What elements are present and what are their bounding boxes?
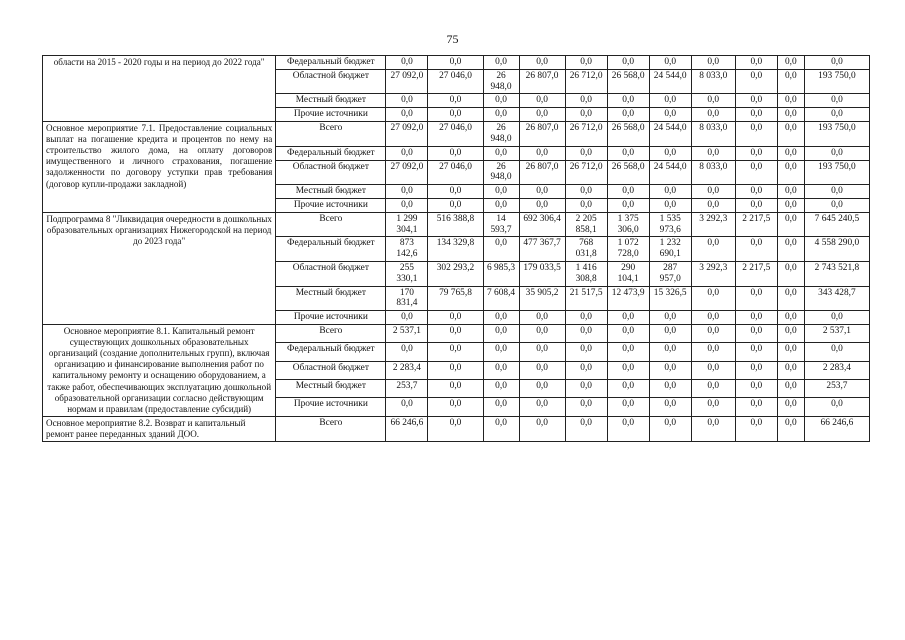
funding-source: Областной бюджет — [276, 69, 386, 94]
amount-value: 0,0 — [428, 343, 483, 361]
amount-value: 0,0 — [607, 185, 649, 199]
amount-value: 0,0 — [777, 56, 804, 70]
amount-value: 7 608,4 — [483, 286, 519, 311]
amount-value: 1 535 973,6 — [649, 212, 691, 237]
amount-value: 27 046,0 — [428, 160, 483, 185]
amount-value: 0,0 — [691, 237, 735, 262]
amount-value: 2 283,4 — [386, 361, 428, 379]
amount-value: 35 905,2 — [519, 286, 565, 311]
total-value: 2 283,4 — [804, 361, 869, 379]
funding-source: Всего — [276, 122, 386, 147]
amount-value: 0,0 — [519, 146, 565, 160]
amount-value: 0,0 — [565, 398, 607, 416]
amount-value: 0,0 — [735, 94, 777, 108]
total-value: 66 246,6 — [804, 416, 869, 441]
funding-source: Федеральный бюджет — [276, 56, 386, 70]
amount-value: 0,0 — [519, 325, 565, 343]
amount-value: 27 092,0 — [386, 69, 428, 94]
total-value: 343 428,7 — [804, 286, 869, 311]
amount-value: 1 416 308,8 — [565, 262, 607, 287]
amount-value: 1 072 728,0 — [607, 237, 649, 262]
amount-value: 0,0 — [607, 380, 649, 398]
amount-value: 0,0 — [777, 311, 804, 325]
amount-value: 0,0 — [607, 146, 649, 160]
amount-value: 0,0 — [607, 343, 649, 361]
amount-value: 0,0 — [777, 122, 804, 147]
amount-value: 0,0 — [565, 108, 607, 122]
total-value: 0,0 — [804, 146, 869, 160]
amount-value: 0,0 — [483, 185, 519, 199]
amount-value: 768 031,8 — [565, 237, 607, 262]
amount-value: 0,0 — [777, 237, 804, 262]
amount-value: 0,0 — [735, 325, 777, 343]
budget-table — [42, 55, 870, 442]
amount-value: 2 217,5 — [735, 212, 777, 237]
amount-value: 0,0 — [483, 311, 519, 325]
amount-value: 0,0 — [428, 185, 483, 199]
amount-value: 0,0 — [428, 361, 483, 379]
amount-value: 0,0 — [735, 343, 777, 361]
page-number: 75 — [446, 32, 459, 46]
funding-source: Местный бюджет — [276, 286, 386, 311]
total-value: 0,0 — [804, 343, 869, 361]
amount-value: 0,0 — [649, 94, 691, 108]
funding-source: Всего — [276, 212, 386, 237]
amount-value: 26 712,0 — [565, 160, 607, 185]
amount-value: 0,0 — [428, 198, 483, 212]
amount-value: 0,0 — [565, 361, 607, 379]
amount-value: 0,0 — [565, 56, 607, 70]
total-value: 2 537,1 — [804, 325, 869, 343]
amount-value: 0,0 — [691, 94, 735, 108]
amount-value: 1 232 690,1 — [649, 237, 691, 262]
amount-value: 0,0 — [735, 416, 777, 441]
funding-source: Всего — [276, 325, 386, 343]
amount-value: 0,0 — [483, 56, 519, 70]
amount-value: 26 712,0 — [565, 69, 607, 94]
amount-value: 0,0 — [483, 198, 519, 212]
amount-value: 0,0 — [483, 343, 519, 361]
table-body — [43, 56, 870, 442]
amount-value: 0,0 — [691, 325, 735, 343]
amount-value: 27 046,0 — [428, 69, 483, 94]
amount-value: 0,0 — [483, 325, 519, 343]
amount-value: 0,0 — [386, 94, 428, 108]
funding-source: Местный бюджет — [276, 94, 386, 108]
funding-source: Всего — [276, 416, 386, 441]
amount-value: 0,0 — [519, 108, 565, 122]
amount-value: 0,0 — [607, 311, 649, 325]
amount-value: 0,0 — [649, 380, 691, 398]
funding-source: Прочие источники — [276, 198, 386, 212]
amount-value: 0,0 — [386, 185, 428, 199]
amount-value: 0,0 — [735, 108, 777, 122]
amount-value: 287 957,0 — [649, 262, 691, 287]
total-value: 0,0 — [804, 185, 869, 199]
funding-source: Областной бюджет — [276, 160, 386, 185]
amount-value: 0,0 — [483, 237, 519, 262]
amount-value: 0,0 — [519, 185, 565, 199]
amount-value: 0,0 — [735, 146, 777, 160]
amount-value: 0,0 — [519, 94, 565, 108]
amount-value: 0,0 — [386, 398, 428, 416]
amount-value: 0,0 — [386, 108, 428, 122]
amount-value: 0,0 — [777, 94, 804, 108]
amount-value: 0,0 — [428, 398, 483, 416]
amount-value: 0,0 — [565, 185, 607, 199]
amount-value: 0,0 — [519, 343, 565, 361]
amount-value: 24 544,0 — [649, 160, 691, 185]
amount-value: 0,0 — [777, 361, 804, 379]
amount-value: 26 568,0 — [607, 122, 649, 147]
funding-source: Местный бюджет — [276, 185, 386, 199]
amount-value: 0,0 — [386, 343, 428, 361]
amount-value: 0,0 — [777, 108, 804, 122]
amount-value: 0,0 — [565, 146, 607, 160]
amount-value: 0,0 — [649, 325, 691, 343]
amount-value: 0,0 — [735, 311, 777, 325]
funding-source: Федеральный бюджет — [276, 343, 386, 361]
amount-value: 134 329,8 — [428, 237, 483, 262]
amount-value: 26 807,0 — [519, 122, 565, 147]
amount-value: 0,0 — [735, 398, 777, 416]
program-description: Основное мероприятие 8.1. Капитальный ремонт существующих дошкольных образовательных организаций (создание дополнительных групп), включая организацию и финансирование выполнения работ по капитальному ремонту и оснащению оборудованием, а также работ, обеспечивающих эксплуатацию дошкольной образовательной организации согласно действующим нормам и правилам (предоставление субсидий) — [43, 325, 276, 417]
amount-value: 692 306,4 — [519, 212, 565, 237]
amount-value: 0,0 — [607, 56, 649, 70]
amount-value: 0,0 — [565, 311, 607, 325]
amount-value: 0,0 — [735, 185, 777, 199]
amount-value: 0,0 — [607, 108, 649, 122]
amount-value: 8 033,0 — [691, 122, 735, 147]
amount-value: 0,0 — [777, 262, 804, 287]
amount-value: 21 517,5 — [565, 286, 607, 311]
amount-value: 0,0 — [691, 343, 735, 361]
amount-value: 0,0 — [777, 398, 804, 416]
amount-value: 79 765,8 — [428, 286, 483, 311]
amount-value: 0,0 — [777, 380, 804, 398]
amount-value: 0,0 — [691, 380, 735, 398]
amount-value: 0,0 — [735, 56, 777, 70]
total-value: 2 743 521,8 — [804, 262, 869, 287]
total-value: 0,0 — [804, 398, 869, 416]
funding-source: Областной бюджет — [276, 361, 386, 379]
table-row — [43, 122, 870, 147]
amount-value: 0,0 — [777, 69, 804, 94]
table-row — [43, 56, 870, 70]
amount-value: 0,0 — [565, 198, 607, 212]
amount-value: 0,0 — [483, 94, 519, 108]
amount-value: 26 568,0 — [607, 160, 649, 185]
amount-value: 0,0 — [519, 198, 565, 212]
total-value: 0,0 — [804, 108, 869, 122]
amount-value: 0,0 — [565, 343, 607, 361]
amount-value: 0,0 — [691, 398, 735, 416]
amount-value: 0,0 — [649, 398, 691, 416]
amount-value: 253,7 — [386, 380, 428, 398]
amount-value: 0,0 — [777, 325, 804, 343]
total-value: 0,0 — [804, 94, 869, 108]
amount-value: 0,0 — [777, 198, 804, 212]
amount-value: 0,0 — [483, 146, 519, 160]
program-description: Основное мероприятие 8.2. Возврат и капитальный ремонт ранее переданных зданий ДОО. — [43, 416, 276, 441]
amount-value: 0,0 — [777, 286, 804, 311]
amount-value: 0,0 — [428, 56, 483, 70]
amount-value: 873 142,6 — [386, 237, 428, 262]
amount-value: 477 367,7 — [519, 237, 565, 262]
amount-value: 26 948,0 — [483, 160, 519, 185]
amount-value: 0,0 — [607, 198, 649, 212]
amount-value: 0,0 — [386, 146, 428, 160]
amount-value: 0,0 — [649, 198, 691, 212]
funding-source: Прочие источники — [276, 398, 386, 416]
amount-value: 26 712,0 — [565, 122, 607, 147]
amount-value: 27 046,0 — [428, 122, 483, 147]
amount-value: 516 388,8 — [428, 212, 483, 237]
amount-value: 0,0 — [607, 416, 649, 441]
amount-value: 0,0 — [519, 361, 565, 379]
funding-source: Местный бюджет — [276, 380, 386, 398]
amount-value: 0,0 — [483, 380, 519, 398]
program-description: Подпрограмма 8 "Ликвидация очередности в дошкольных образовательных организациях Нижегородской на период до 2023 года" — [43, 212, 276, 324]
amount-value: 0,0 — [777, 146, 804, 160]
amount-value: 0,0 — [735, 160, 777, 185]
amount-value: 0,0 — [649, 146, 691, 160]
amount-value: 0,0 — [519, 398, 565, 416]
total-value: 193 750,0 — [804, 69, 869, 94]
funding-source: Федеральный бюджет — [276, 237, 386, 262]
amount-value: 0,0 — [691, 185, 735, 199]
amount-value: 0,0 — [735, 69, 777, 94]
total-value: 0,0 — [804, 198, 869, 212]
amount-value: 0,0 — [691, 361, 735, 379]
total-value: 7 645 240,5 — [804, 212, 869, 237]
amount-value: 8 033,0 — [691, 69, 735, 94]
amount-value: 0,0 — [735, 380, 777, 398]
amount-value: 0,0 — [777, 212, 804, 237]
amount-value: 0,0 — [607, 398, 649, 416]
amount-value: 24 544,0 — [649, 122, 691, 147]
funding-source: Областной бюджет — [276, 262, 386, 287]
amount-value: 24 544,0 — [649, 69, 691, 94]
amount-value: 0,0 — [428, 380, 483, 398]
amount-value: 255 330,1 — [386, 262, 428, 287]
amount-value: 0,0 — [519, 56, 565, 70]
amount-value: 1 299 304,1 — [386, 212, 428, 237]
table-row — [43, 325, 870, 343]
amount-value: 12 473,9 — [607, 286, 649, 311]
amount-value: 26 948,0 — [483, 122, 519, 147]
amount-value: 0,0 — [519, 416, 565, 441]
amount-value: 2 205 858,1 — [565, 212, 607, 237]
funding-source: Прочие источники — [276, 108, 386, 122]
total-value: 0,0 — [804, 311, 869, 325]
amount-value: 0,0 — [649, 311, 691, 325]
amount-value: 0,0 — [691, 56, 735, 70]
amount-value: 0,0 — [649, 185, 691, 199]
amount-value: 290 104,1 — [607, 262, 649, 287]
amount-value: 0,0 — [565, 94, 607, 108]
amount-value: 0,0 — [386, 198, 428, 212]
table-row — [43, 212, 870, 237]
amount-value: 0,0 — [483, 361, 519, 379]
table-row — [43, 416, 870, 441]
amount-value: 0,0 — [565, 380, 607, 398]
amount-value: 0,0 — [428, 108, 483, 122]
amount-value: 0,0 — [519, 380, 565, 398]
amount-value: 0,0 — [428, 146, 483, 160]
amount-value: 0,0 — [691, 416, 735, 441]
amount-value: 0,0 — [777, 185, 804, 199]
amount-value: 0,0 — [649, 343, 691, 361]
amount-value: 27 092,0 — [386, 122, 428, 147]
amount-value: 2 217,5 — [735, 262, 777, 287]
amount-value: 15 326,5 — [649, 286, 691, 311]
amount-value: 0,0 — [691, 198, 735, 212]
amount-value: 26 568,0 — [607, 69, 649, 94]
amount-value: 3 292,3 — [691, 262, 735, 287]
amount-value: 14 593,7 — [483, 212, 519, 237]
funding-source: Прочие источники — [276, 311, 386, 325]
amount-value: 0,0 — [691, 286, 735, 311]
amount-value: 0,0 — [483, 416, 519, 441]
amount-value: 0,0 — [607, 361, 649, 379]
amount-value: 0,0 — [428, 416, 483, 441]
amount-value: 6 985,3 — [483, 262, 519, 287]
amount-value: 0,0 — [691, 108, 735, 122]
total-value: 253,7 — [804, 380, 869, 398]
amount-value: 1 375 306,0 — [607, 212, 649, 237]
amount-value: 0,0 — [735, 286, 777, 311]
amount-value: 0,0 — [565, 416, 607, 441]
amount-value: 0,0 — [735, 237, 777, 262]
amount-value: 0,0 — [483, 398, 519, 416]
total-value: 0,0 — [804, 56, 869, 70]
amount-value: 8 033,0 — [691, 160, 735, 185]
amount-value: 170 831,4 — [386, 286, 428, 311]
amount-value: 66 246,6 — [386, 416, 428, 441]
amount-value: 0,0 — [777, 416, 804, 441]
amount-value: 0,0 — [428, 325, 483, 343]
amount-value: 179 033,5 — [519, 262, 565, 287]
amount-value: 0,0 — [649, 108, 691, 122]
amount-value: 0,0 — [428, 94, 483, 108]
amount-value: 0,0 — [607, 325, 649, 343]
amount-value: 0,0 — [777, 343, 804, 361]
amount-value: 0,0 — [649, 361, 691, 379]
amount-value: 302 293,2 — [428, 262, 483, 287]
amount-value: 3 292,3 — [691, 212, 735, 237]
amount-value: 0,0 — [691, 311, 735, 325]
funding-source: Федеральный бюджет — [276, 146, 386, 160]
amount-value: 0,0 — [607, 94, 649, 108]
amount-value: 0,0 — [777, 160, 804, 185]
amount-value: 27 092,0 — [386, 160, 428, 185]
program-description: области на 2015 - 2020 годы и на период до 2022 года" — [43, 56, 276, 122]
amount-value: 0,0 — [519, 311, 565, 325]
amount-value: 0,0 — [691, 146, 735, 160]
total-value: 193 750,0 — [804, 160, 869, 185]
amount-value: 0,0 — [735, 122, 777, 147]
amount-value: 26 807,0 — [519, 160, 565, 185]
amount-value: 0,0 — [735, 198, 777, 212]
amount-value: 0,0 — [649, 56, 691, 70]
total-value: 4 558 290,0 — [804, 237, 869, 262]
amount-value: 0,0 — [386, 56, 428, 70]
amount-value: 26 807,0 — [519, 69, 565, 94]
total-value: 193 750,0 — [804, 122, 869, 147]
amount-value: 0,0 — [649, 416, 691, 441]
amount-value: 0,0 — [386, 311, 428, 325]
amount-value: 26 948,0 — [483, 69, 519, 94]
amount-value: 0,0 — [483, 108, 519, 122]
amount-value: 0,0 — [735, 361, 777, 379]
amount-value: 0,0 — [565, 325, 607, 343]
program-description: Основное мероприятие 7.1. Предоставление социальных выплат на погашение кредита и процентов по нему на строительство жилого дома, на оплату договоров имущественного и личного страхования, погашение задолженности по договору уступки прав требования (договор купли-продажи закладной) — [43, 122, 276, 213]
amount-value: 2 537,1 — [386, 325, 428, 343]
amount-value: 0,0 — [428, 311, 483, 325]
